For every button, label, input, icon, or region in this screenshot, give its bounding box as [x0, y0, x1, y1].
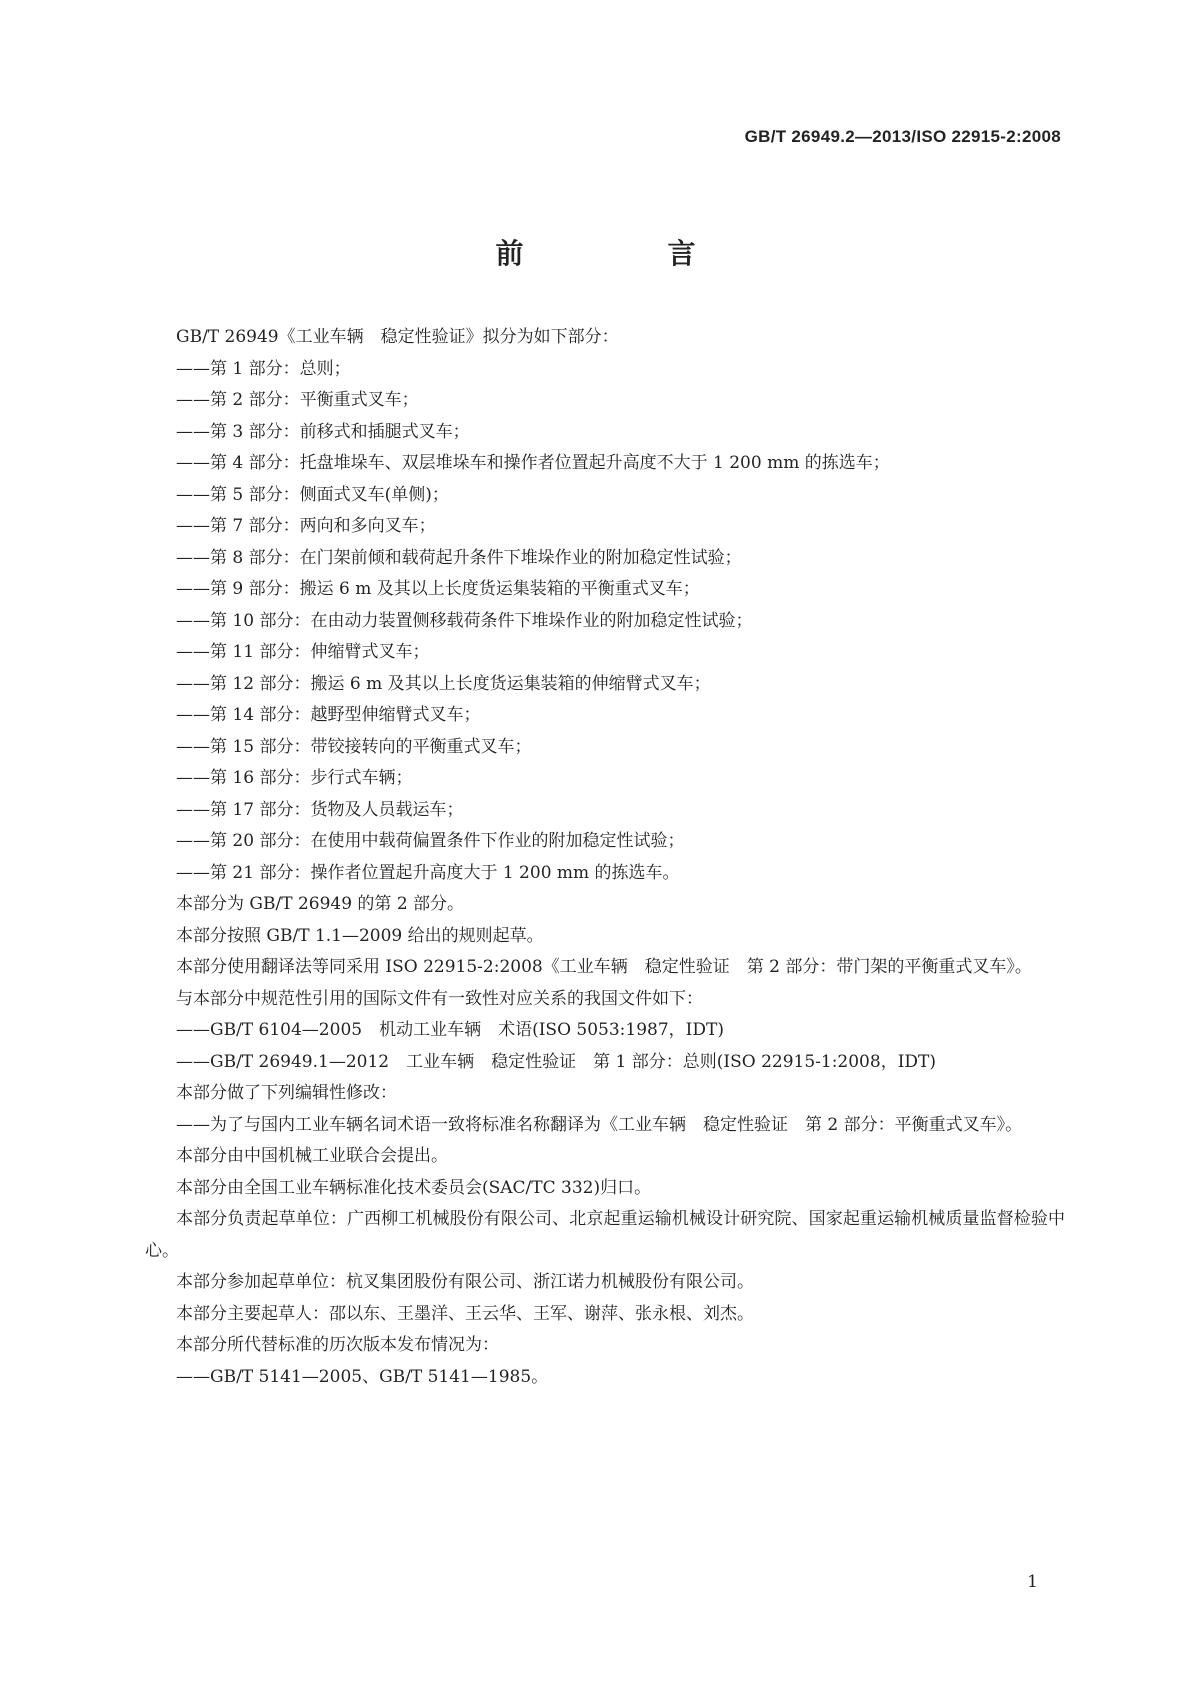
paragraph: 与本部分中规范性引用的国际文件有一致性对应关系的我国文件如下： — [176, 988, 703, 1009]
list-item: ——第 2 部分：平衡重式叉车； — [176, 390, 419, 410]
paragraph: 本部分使用翻译法等同采用 ISO 22915-2:2008《工业车辆 稳定性验证 第 2 部分：带门架的平衡重式叉车》。 — [176, 957, 1032, 977]
list-item: ——第 4 部分：托盘堆垛车、双层堆垛车和操作者位置起升高度不大于 1 200 mm 的拣选车； — [176, 453, 890, 473]
paragraph: 本部分由全国工业车辆标准化技术委员会(SAC/TC 332)归口。 — [176, 1177, 652, 1198]
intro-paragraph: GB/T 26949《工业车辆 稳定性验证》拟分为如下部分： — [176, 327, 619, 347]
list-item: ——为了与国内工业车辆名词术语一致将标准名称翻译为《工业车辆 稳定性验证 第 2 部分：平衡重式叉车》。 — [176, 1114, 1023, 1135]
paragraph: 本部分为 GB/T 26949 的第 2 部分。 — [176, 894, 465, 914]
paragraph: 本部分由中国机械工业联合会提出。 — [176, 1146, 448, 1166]
list-item: ——第 11 部分：伸缩臂式叉车； — [176, 642, 430, 662]
list-item: ——第 15 部分：带铰接转向的平衡重式叉车； — [176, 736, 532, 757]
paragraph: 本部分做了下列编辑性修改： — [176, 1083, 397, 1103]
list-item: ——第 5 部分：侧面式叉车(单侧)； — [176, 484, 449, 505]
paragraph: 本部分按照 GB/T 1.1—2009 给出的规则起草。 — [176, 925, 544, 946]
list-item: ——第 7 部分：两向和多向叉车； — [176, 516, 436, 536]
foreword-body — [145, 322, 1065, 1393]
list-item: ——第 14 部分：越野型伸缩臂式叉车； — [176, 705, 481, 725]
page-number: 1 — [1027, 1572, 1038, 1592]
paragraph: 本部分主要起草人：邵以东、王墨洋、王云华、王军、谢萍、张永根、刘杰。 — [176, 1303, 754, 1324]
list-item: ——第 21 部分：操作者位置起升高度大于 1 200 mm 的拣选车。 — [176, 862, 680, 883]
list-item: ——第 20 部分：在使用中载荷偏置条件下作业的附加稳定性试验； — [176, 831, 685, 851]
paragraph: 本部分所代替标准的历次版本发布情况为： — [176, 1335, 499, 1355]
paragraph: 本部分参加起草单位：杭叉集团股份有限公司、浙江诺力机械股份有限公司。 — [176, 1272, 754, 1292]
list-item: ——第 1 部分：总则； — [176, 358, 351, 379]
page-title: 前 言 — [495, 237, 754, 270]
list-item: ——第 10 部分：在由动力装置侧移载荷条件下堆垛作业的附加稳定性试验； — [176, 610, 753, 631]
list-item: ——GB/T 26949.1—2012 工业车辆 稳定性验证 第 1 部分：总则(ISO 22915-1:2008，IDT) — [176, 1051, 937, 1072]
list-item: ——第 8 部分：在门架前倾和载荷起升条件下堆垛作业的附加稳定性试验； — [176, 547, 742, 568]
paragraph: 本部分负责起草单位：广西柳工机械股份有限公司、北京起重运输机械设计研究院、国家起重运输机械质量监督检验中心。 — [145, 1209, 1065, 1261]
list-item: ——第 3 部分：前移式和插腿式叉车； — [176, 421, 470, 442]
doc-code-header: GB/T 26949.2—2013/ISO 22915-2:2008 — [744, 127, 1061, 146]
list-item: ——第 12 部分：搬运 6 m 及其以上长度货运集装箱的伸缩臂式叉车； — [176, 673, 711, 694]
list-item: ——GB/T 5141—2005、GB/T 5141—1985。 — [176, 1366, 549, 1387]
list-item: ——GB/T 6104—2005 机动工业车辆 术语(ISO 5053:1987，IDT) — [176, 1020, 724, 1040]
list-item: ——第 16 部分：步行式车辆； — [176, 768, 413, 788]
list-item: ——第 17 部分：货物及人员载运车； — [176, 799, 464, 820]
list-item: ——第 9 部分：搬运 6 m 及其以上长度货运集装箱的平衡重式叉车； — [176, 579, 700, 599]
